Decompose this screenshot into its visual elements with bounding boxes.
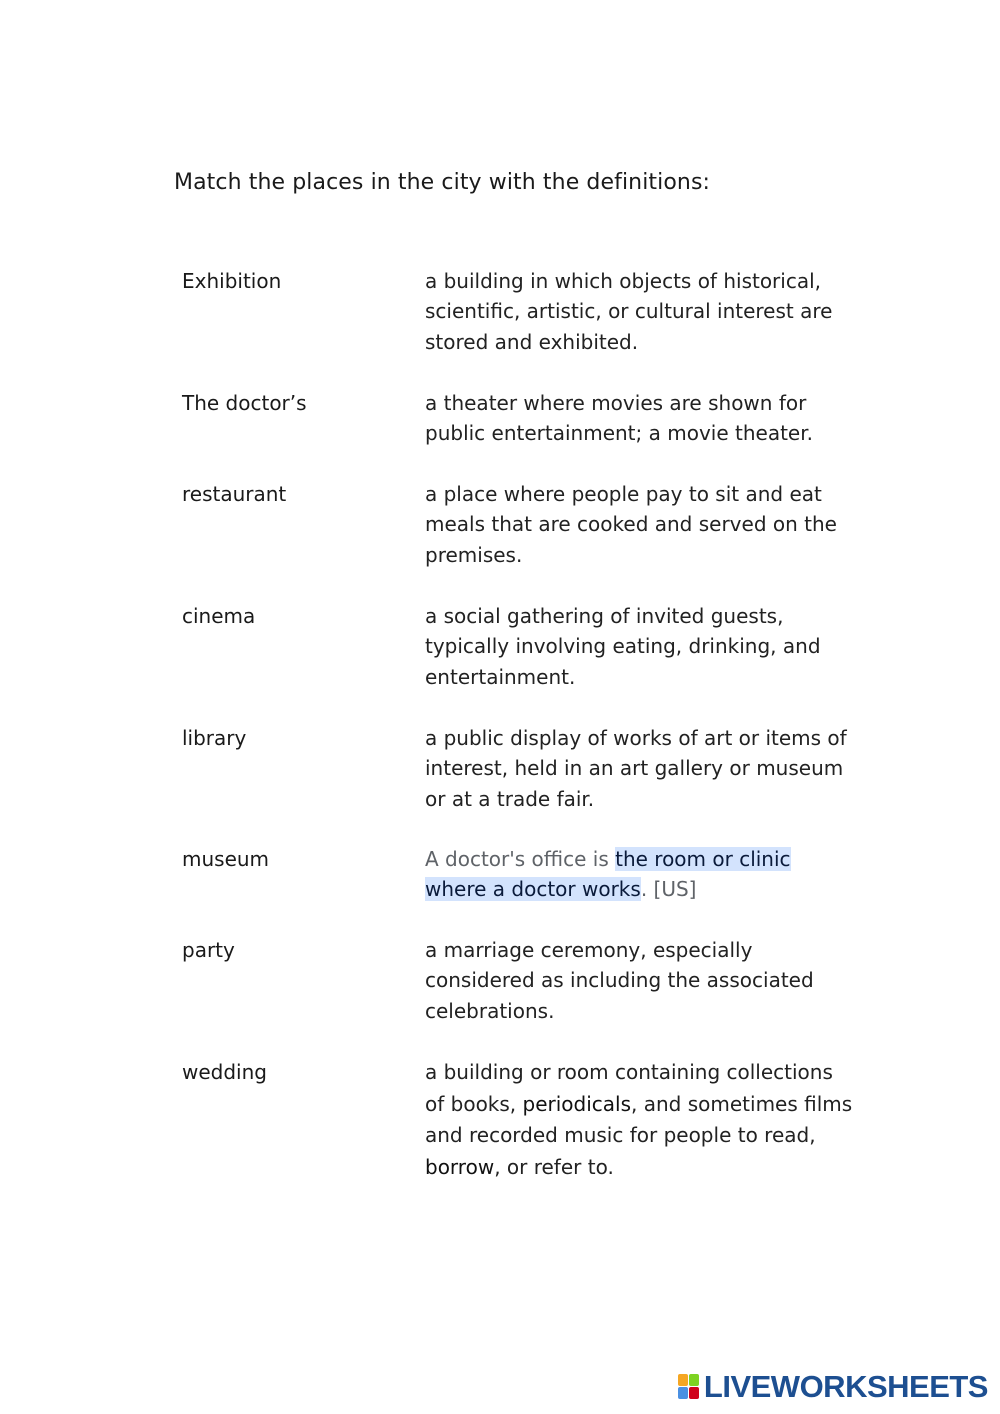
page-title: Match the places in the city with the definitions: (174, 170, 711, 195)
definition-wedding: a marriage ceremony, especially considered as including the associated celebrations. (425, 938, 814, 1023)
definition-exhibition: a public display of works of art or items of interest, held in an art gallery or museum or at a trade fair. (425, 726, 847, 811)
term-cinema: cinema (182, 604, 256, 628)
term-exhibition: Exhibition (182, 269, 282, 293)
logo-text: LIVEWORKSHEETS (703, 1369, 988, 1404)
term-museum: museum (182, 847, 270, 871)
definition-library-bold1: periodicals (522, 1091, 632, 1116)
definition-library-part1: a building or room containing collections of books, (425, 1060, 833, 1116)
liveworksheets-logo (678, 1370, 988, 1404)
highlighted-text: the room or clinic where a doctor works (425, 847, 791, 902)
definition-library-part2: , and sometimes films and recorded music for people to read, (425, 1091, 853, 1147)
term-restaurant: restaurant (182, 482, 287, 506)
definition-doctors-after: . [US] (640, 877, 697, 902)
definition-cinema: a theater where movies are shown for public entertainment; a movie theater. (425, 391, 813, 446)
definition-library (425, 1057, 855, 1183)
definition-doctors-before: A doctor's office is (425, 847, 616, 871)
term-party: party (182, 938, 235, 962)
liveworksheets-icon (678, 1374, 700, 1400)
definition-museum: a building in which objects of historical, scientific, artistic, or cultural interest are stored and exhibited. (425, 269, 833, 354)
term-wedding: wedding (182, 1060, 267, 1084)
definition-library-part3: , or refer to. (494, 1154, 614, 1179)
definition-doctors (425, 844, 855, 905)
definition-library-bold2: borrow (425, 1154, 495, 1179)
term-library: library (182, 726, 247, 750)
term-doctors: The doctor’s (182, 391, 307, 415)
definition-restaurant: a place where people pay to sit and eat meals that are cooked and served on the premises. (425, 482, 837, 567)
definition-party: a social gathering of invited guests, typically involving eating, drinking, and entertainment. (425, 604, 821, 689)
